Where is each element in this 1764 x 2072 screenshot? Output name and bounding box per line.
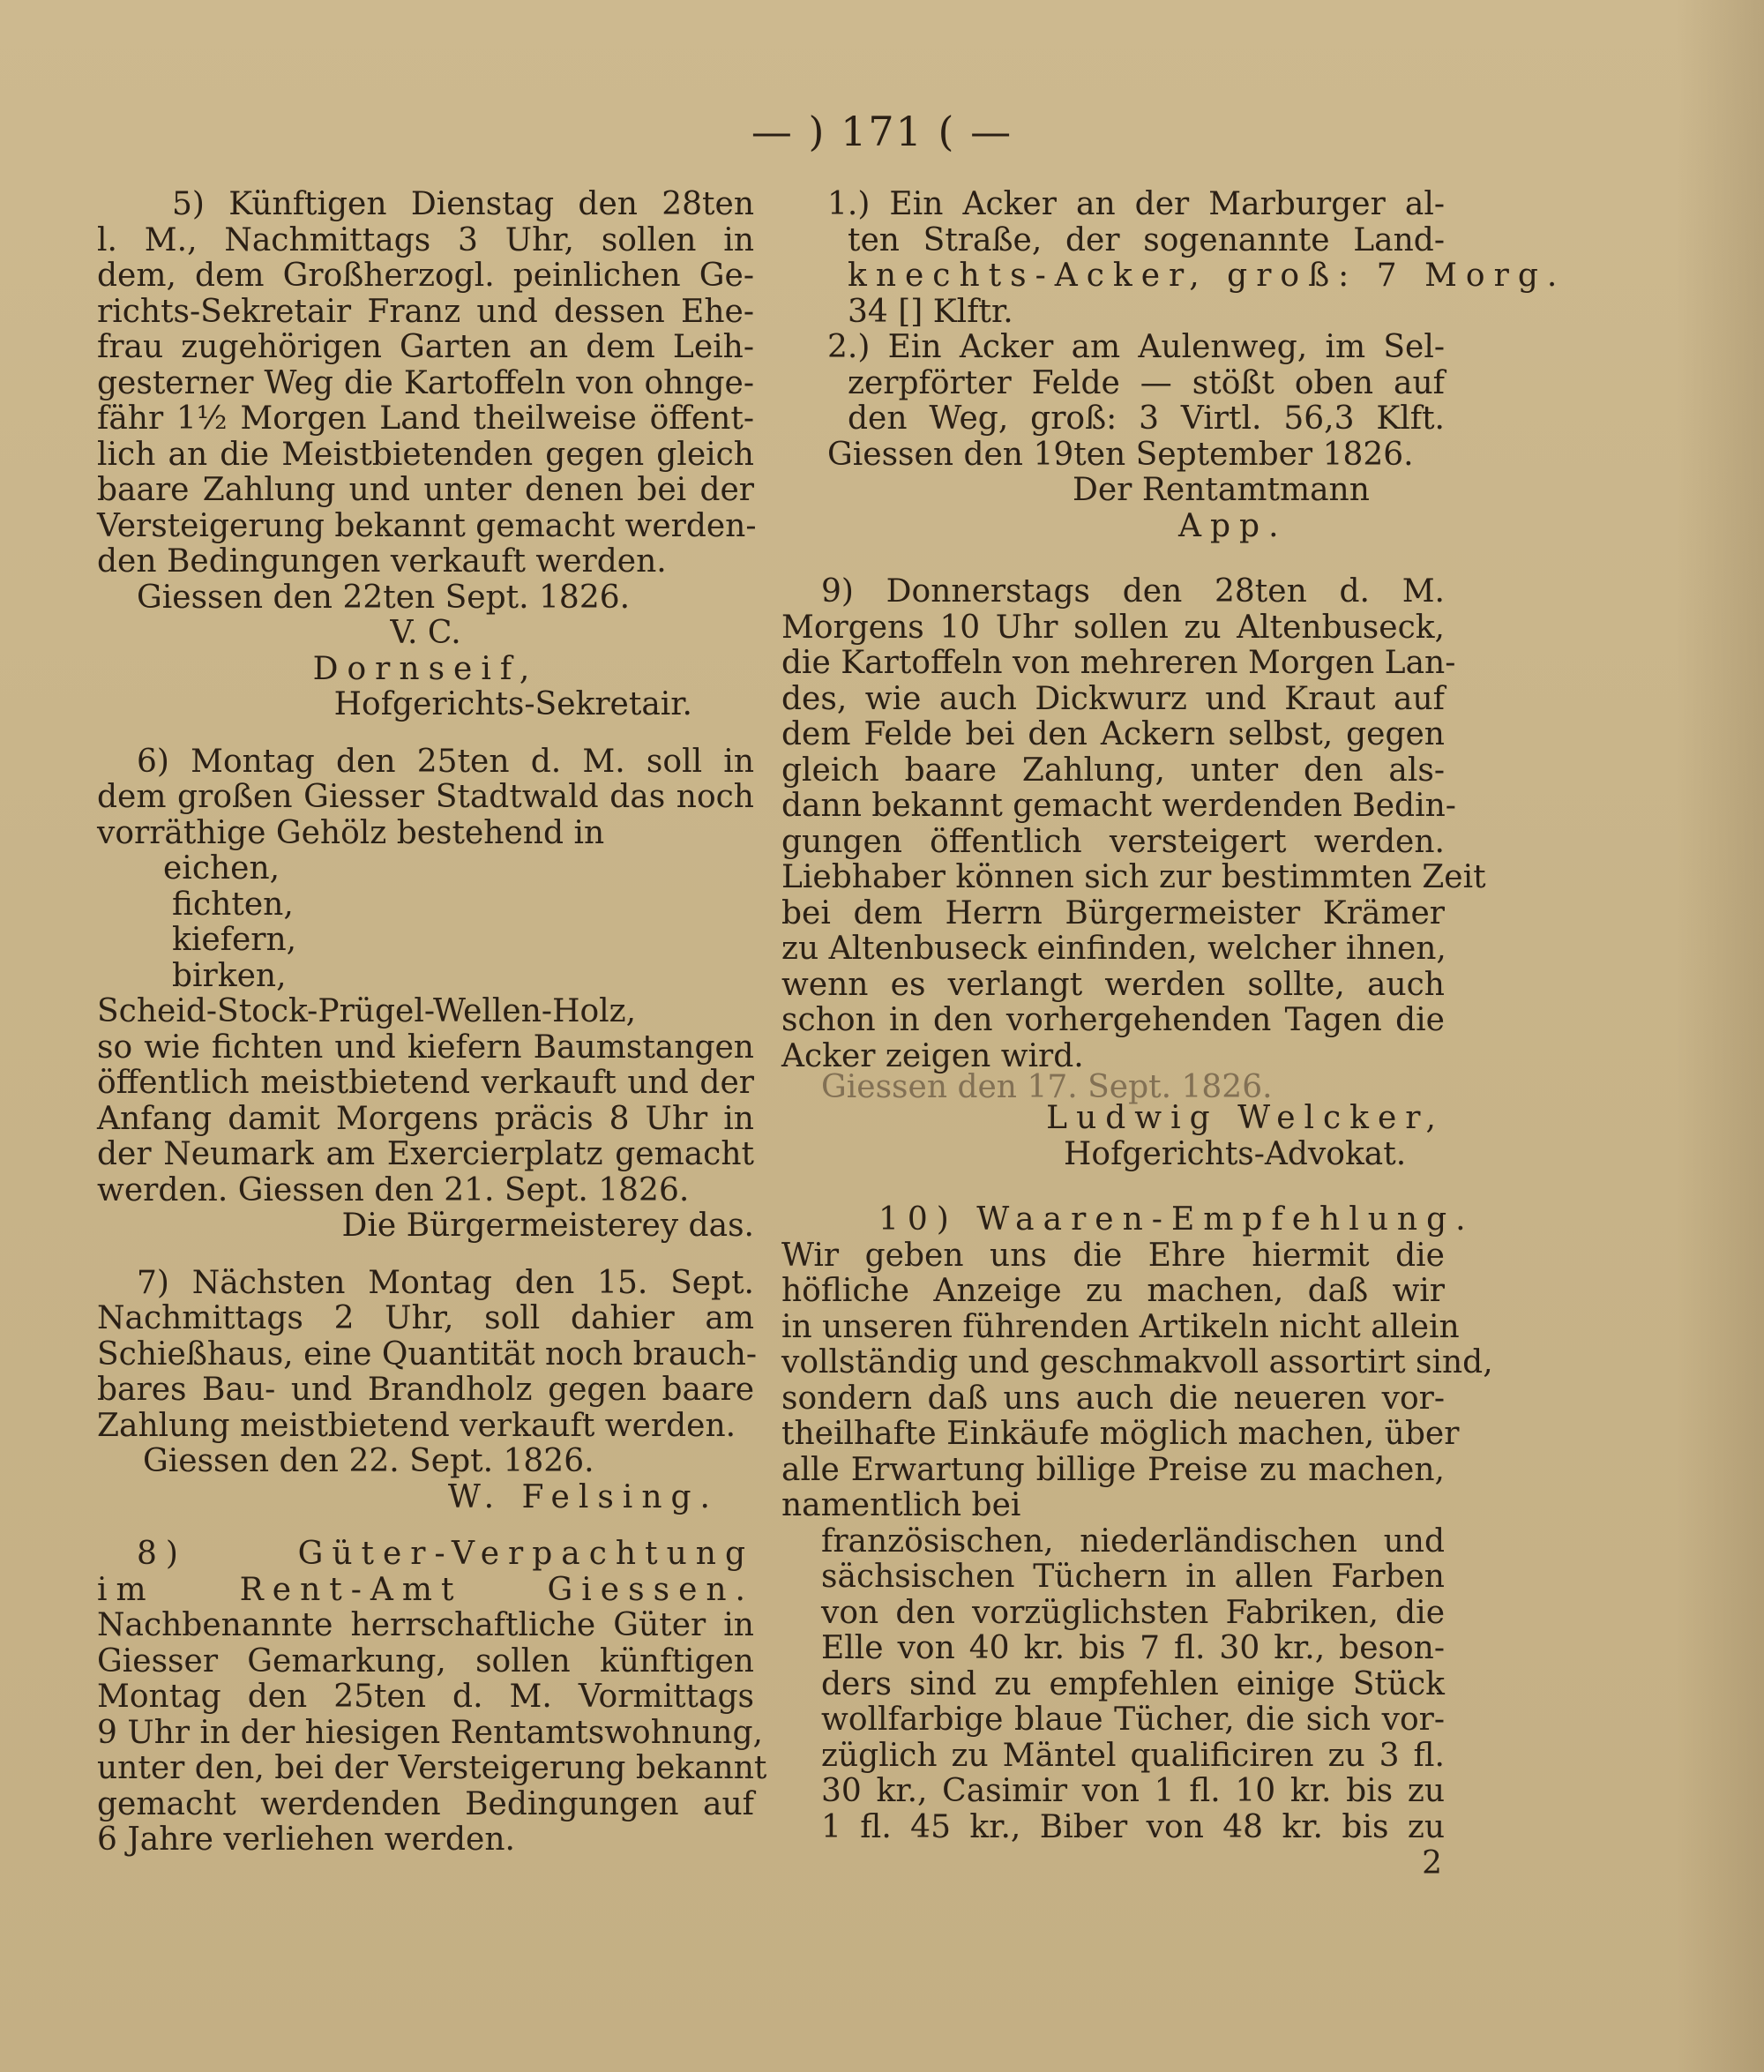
text-line: dem, dem Großherzogl. peinlichen Ge-: [97, 258, 754, 294]
page-header: — ) 171 ( —: [751, 108, 1013, 155]
notice-6: [97, 744, 754, 1245]
text-line: zerpförter Felde — stößt oben auf: [848, 364, 1445, 401]
signature-title: Der Rentamtmann: [1073, 472, 1370, 508]
signature: W. Felsing.: [447, 1478, 719, 1515]
text-line: Schießhaus, eine Quantität noch brauch-: [97, 1335, 758, 1373]
text-line: schon in den vorhergehenden Tagen die: [781, 1002, 1445, 1038]
signature: Die Bürgermeisterey das.: [341, 1208, 754, 1244]
catchword: 2: [1422, 1845, 1442, 1881]
text-line: wollfarbige blaue Tücher, die sich vor-: [821, 1702, 1445, 1738]
text-line: knechts-Acker, groß: 7 Morg.: [848, 258, 1566, 294]
text-line: bei dem Herrn Bürgermeister Krämer: [781, 894, 1445, 931]
text-line: Zahlung meistbietend verkauft werden.: [97, 1407, 736, 1444]
signature-title: Hofgerichts-Advokat.: [1064, 1135, 1407, 1172]
text-line: Montag den 25ten d. M. Vormittags: [97, 1679, 754, 1715]
left-column: [97, 186, 767, 1859]
text-line: den Bedingungen verkauft werden.: [97, 543, 667, 580]
notice-title: 8) Güter-Verpachtung: [137, 1536, 754, 1572]
text-line: ten Straße, der sogenannte Land-: [848, 221, 1445, 258]
list-item: eichen,: [163, 850, 280, 886]
text-line: werden. Giessen den 21. Sept. 1826.: [97, 1171, 690, 1208]
text-line: unter den, bei der Versteigerung bekannt: [97, 1750, 767, 1786]
list-item: 1.) Ein Acker an der Marburger al-: [827, 186, 1445, 222]
text-line: der Neumark am Exercierplatz gemacht: [97, 1136, 754, 1172]
text-line: richts-Sekretair Franz und dessen Ehe-: [97, 293, 754, 330]
text-line: vollständig und geschmakvoll assortirt sind,: [781, 1344, 1493, 1380]
text-line: vorräthige Gehölz bestehend in: [97, 814, 605, 851]
text-line: bares Bau- und Brandholz gegen baare: [97, 1372, 754, 1408]
notice-9: [781, 573, 1486, 1172]
text-line: gesterner Weg die Kartoffeln von ohnge-: [97, 364, 754, 401]
text-line: Elle von 40 kr. bis 7 fl. 30 kr., beson-: [821, 1630, 1445, 1666]
text-line: sondern daß uns auch die neueren vor-: [781, 1380, 1445, 1417]
place-date: Giessen den 17. Sept. 1826.: [821, 1069, 1273, 1105]
text-line: 34 [] Klftr.: [848, 293, 1013, 330]
signature: App.: [1178, 507, 1288, 544]
text-line: den Weg, groß: 3 Virtl. 56,3 Klft.: [848, 400, 1445, 437]
text-line: theilhafte Einkäufe möglich machen, über: [781, 1416, 1460, 1452]
text-line: dem großen Giesser Stadtwald das noch: [97, 779, 754, 815]
list-item: birken,: [172, 957, 287, 994]
text-line: Nachmittags 2 Uhr, soll dahier am: [97, 1300, 754, 1336]
signature: Ludwig Welcker,: [1046, 1100, 1445, 1136]
list-item: fichten,: [172, 886, 294, 923]
text-line: sächsischen Tüchern in allen Farben: [821, 1559, 1445, 1595]
right-column: [781, 186, 1566, 1845]
text-line: höfliche Anzeige zu machen, daß wir: [781, 1273, 1445, 1309]
text-line: Scheid-Stock-Prügel-Wellen-Holz,: [97, 993, 637, 1029]
text-line: Anfang damit Morgens präcis 8 Uhr in: [97, 1100, 754, 1137]
text-line: 9) Donnerstags den 28ten d. M.: [821, 573, 1445, 610]
text-line: fähr 1½ Morgen Land theilweise öffent-: [97, 400, 754, 437]
list-item: 2.) Ein Acker am Aulenweg, im Sel-: [827, 329, 1445, 365]
text-line: gemacht werdenden Bedingungen auf: [97, 1785, 754, 1822]
text-line: Liebhaber können sich zur bestimmten Zeit: [781, 859, 1486, 895]
text-line: 6 Jahre verliehen werden.: [97, 1821, 515, 1858]
text-line: so wie fichten und kiefern Baumstangen: [97, 1029, 754, 1066]
text-line: alle Erwartung billige Preise zu machen,: [781, 1451, 1445, 1488]
notice-10: [781, 1201, 1493, 1845]
text-line: Wir geben uns die Ehre hiermit die: [781, 1237, 1445, 1274]
notice-8-continued: [781, 186, 1566, 544]
text-line: 7) Nächsten Montag den 15. Sept.: [137, 1264, 754, 1301]
signature: V. C.: [390, 615, 461, 651]
text-line: Acker zeigen wird.: [781, 1037, 1084, 1074]
text-line: 1 fl. 45 kr., Biber von 48 kr. bis zu: [821, 1808, 1445, 1845]
notice-title: 10) Waaren-Empfehlung.: [878, 1201, 1475, 1238]
text-line: 5) Künftigen Dienstag den 28ten: [172, 186, 754, 222]
place-date: Giessen den 19ten September 1826.: [827, 436, 1414, 473]
text-line: dann bekannt gemacht werdenden Bedin-: [781, 788, 1456, 824]
text-line: l. M., Nachmittags 3 Uhr, sollen in: [97, 221, 754, 258]
text-line: gungen öffentlich versteigert werden.: [781, 823, 1445, 860]
notice-8: [97, 1536, 767, 1859]
text-line: züglich zu Mäntel qualificiren zu 3 fl.: [821, 1737, 1445, 1774]
text-line: frau zugehörigen Garten an dem Leih-: [97, 329, 754, 365]
text-line: baare Zahlung und unter denen bei der: [97, 472, 754, 508]
text-line: von den vorzüglichsten Fabriken, die: [821, 1594, 1445, 1631]
notice-5: [97, 186, 757, 723]
notice-7: [97, 1264, 758, 1516]
text-line: des, wie auch Dickwurz und Kraut auf: [781, 680, 1445, 717]
signature-title: Hofgerichts-Sekretair.: [333, 686, 692, 722]
page-fold-shadow: [1676, 0, 1764, 2072]
list-item: kiefern,: [172, 922, 297, 958]
text-line: die Kartoffeln von mehreren Morgen Lan-: [781, 645, 1456, 681]
signature: Dornseif,: [312, 650, 539, 687]
text-line: Nachbenannte herrschaftliche Güter in: [97, 1607, 754, 1643]
text-line: dem Felde bei den Ackern selbst, gegen: [781, 716, 1445, 752]
text-line: wenn es verlangt werden sollte, auch: [781, 966, 1445, 1003]
text-line: französischen, niederländischen und: [821, 1522, 1445, 1560]
text-line: Morgens 10 Uhr sollen zu Altenbuseck,: [781, 609, 1445, 646]
text-line: gleich baare Zahlung, unter den als-: [781, 752, 1445, 789]
notice-subtitle: im Rent-Amt Giessen.: [97, 1571, 754, 1608]
text-line: 30 kr., Casimir von 1 fl. 10 kr. bis zu: [821, 1773, 1445, 1809]
text-line: Versteigerung bekannt gemacht werden-: [97, 507, 757, 544]
text-line: öffentlich meistbietend verkauft und der: [97, 1065, 754, 1101]
place-date: Giessen den 22. Sept. 1826.: [143, 1443, 594, 1479]
place-date: Giessen den 22ten Sept. 1826.: [137, 579, 631, 616]
text-line: namentlich bei: [781, 1487, 1021, 1523]
text-line: zu Altenbuseck einfinden, welcher ihnen,: [781, 931, 1446, 967]
text-line: in unseren führenden Artikeln nicht allein: [781, 1308, 1460, 1345]
text-line: 9 Uhr in der hiesigen Rentamtswohnung,: [97, 1714, 763, 1751]
text-line: 6) Montag den 25ten d. M. soll in: [137, 743, 754, 780]
text-line: Giesser Gemarkung, sollen künftigen: [97, 1642, 754, 1679]
text-line: lich an die Meistbietenden gegen gleich: [97, 436, 754, 473]
text-line: ders sind zu empfehlen einige Stück: [821, 1665, 1445, 1702]
